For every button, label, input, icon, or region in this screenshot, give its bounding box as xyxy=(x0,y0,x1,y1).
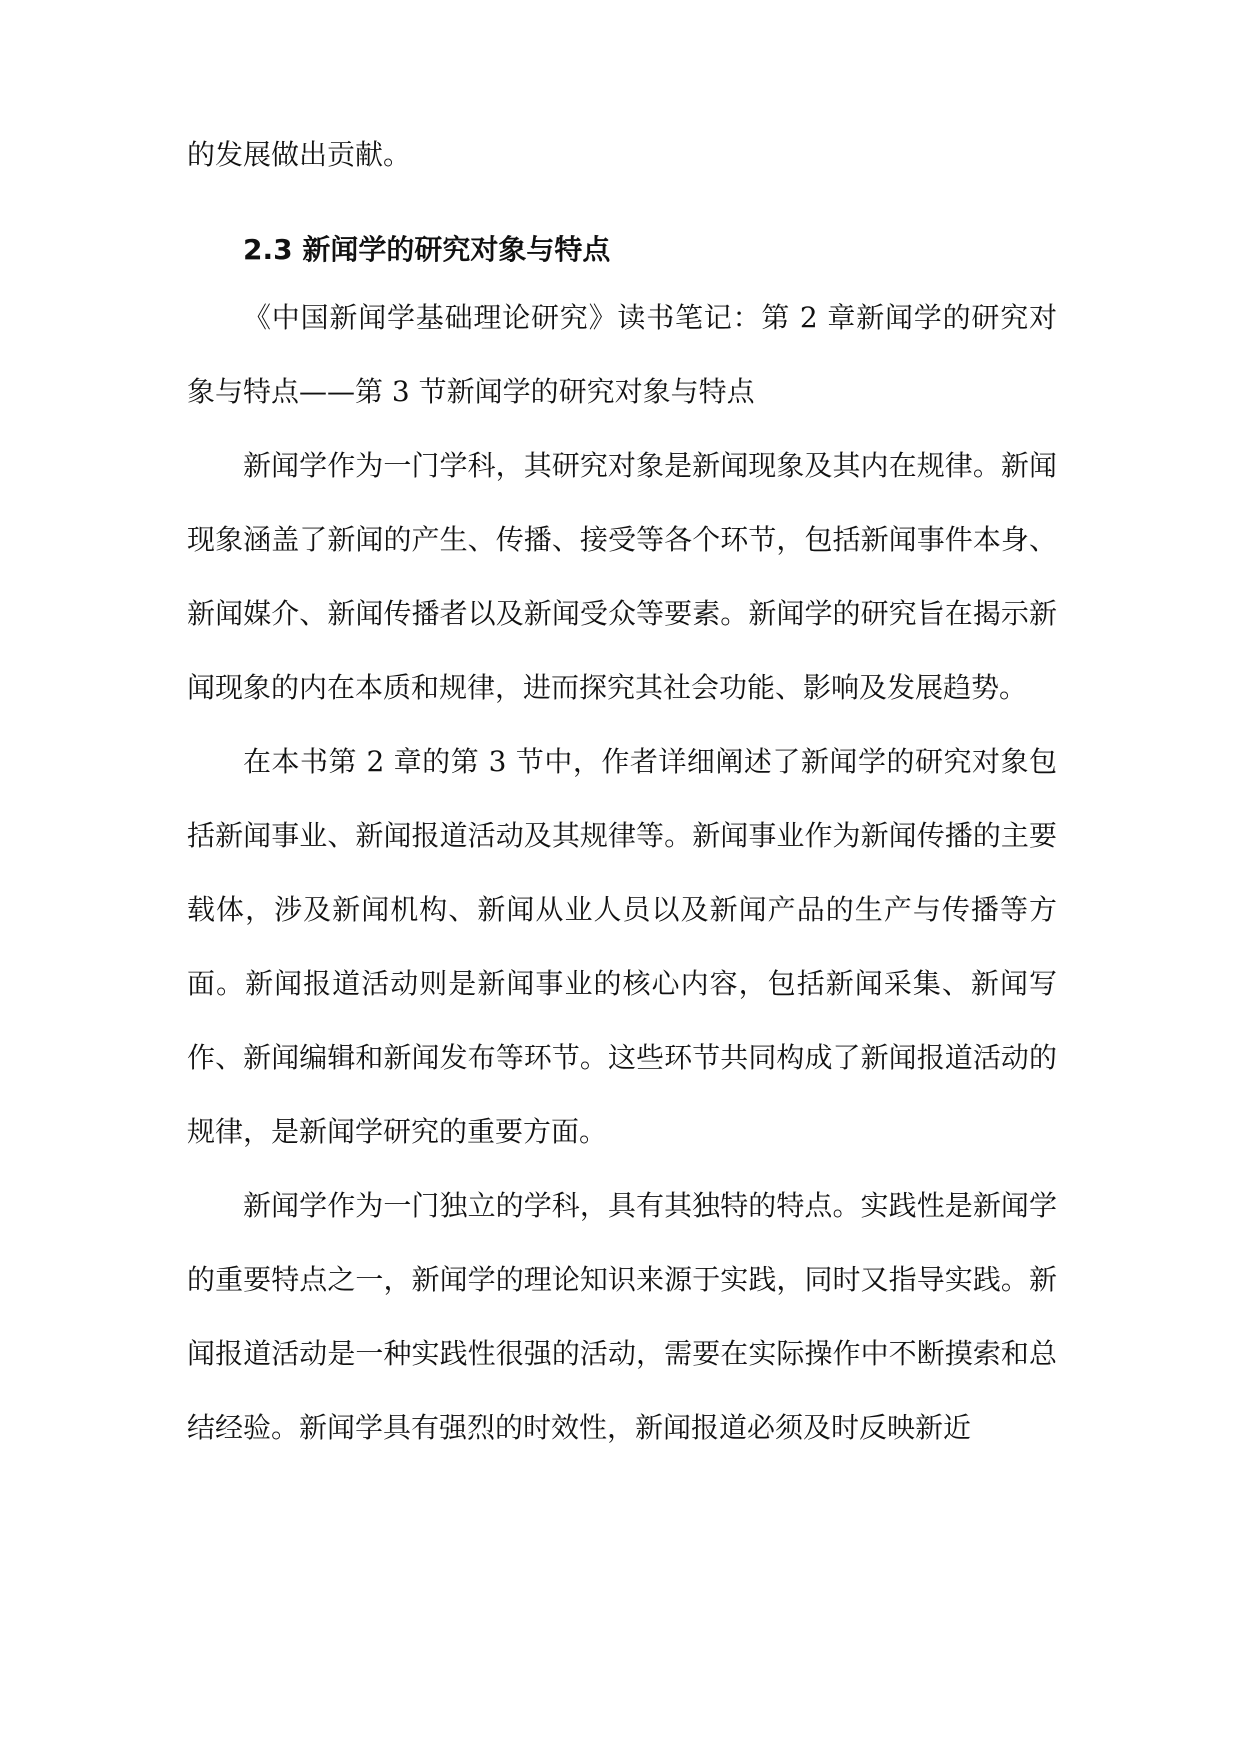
paragraph-characteristics: 新闻学作为一门独立的学科，具有其独特的特点。实践性是新闻学的重要特点之一，新闻学的理论知识来源于实践，同时又指导实践。新闻报道活动是一种实践性很强的活动，需要在实际操作中不断摸索和总结经验。新闻学具有强烈的时效性，新闻报道必须及时反映新近 xyxy=(187,1189,1057,1444)
paragraph-chapter-summary: 在本书第 2 章的第 3 节中，作者详细阐述了新闻学的研究对象包括新闻事业、新闻报道活动及其规律等。新闻事业作为新闻传播的主要载体，涉及新闻机构、新闻从业人员以及新闻产品的生产与传播等方面。新闻报道活动则是新闻事业的核心内容，包括新闻采集、新闻写作、新闻编辑和新闻发布等环节。这些环节共同构成了新闻报道活动的规律，是新闻学研究的重要方面。 xyxy=(187,745,1057,1148)
section-heading: 2.3 新闻学的研究对象与特点 xyxy=(243,233,611,266)
paragraph-research-object: 新闻学作为一门学科，其研究对象是新闻现象及其内在规律。新闻现象涵盖了新闻的产生、传播、接受等各个环节，包括新闻事件本身、新闻媒介、新闻传播者以及新闻受众等要素。新闻学的研究旨在揭示新闻现象的内在本质和规律，进而探究其社会功能、影响及发展趋势。 xyxy=(187,449,1057,704)
body-text xyxy=(187,281,1057,1465)
section-heading-block xyxy=(187,213,1057,287)
continuation-block xyxy=(187,118,1057,192)
continuation-paragraph: 的发展做出贡献。 xyxy=(187,138,412,171)
paragraph-reading-note-title: 《中国新闻学基础理论研究》读书笔记：第 2 章新闻学的研究对象与特点——第 3 节新闻学的研究对象与特点 xyxy=(187,301,1057,408)
